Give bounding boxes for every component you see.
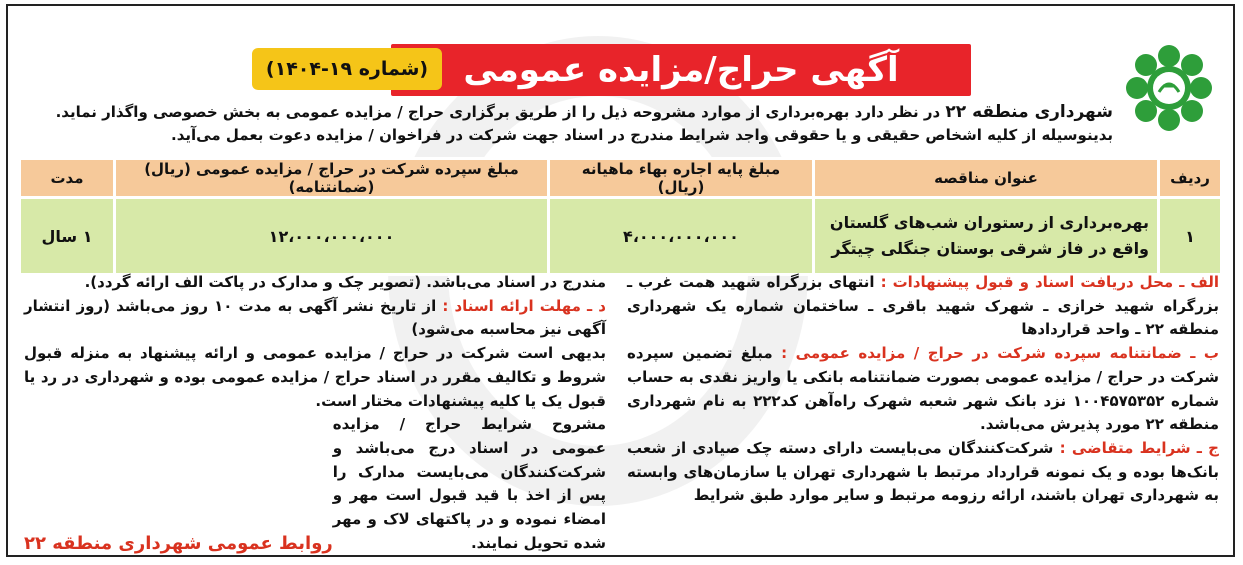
org-name: شهرداری منطقه ۲۲ [945, 102, 1113, 122]
ad-number: (شماره ۱۹-۱۴۰۴) [265, 58, 429, 80]
cell-duration: ۱ سال [20, 198, 115, 275]
col-row: ردیف [1159, 159, 1222, 198]
section-a [627, 271, 1219, 342]
ad-title-banner [391, 44, 971, 96]
section-d-heading: د ـ مهلت ارائه اسناد : [442, 296, 606, 315]
section-c-text: شرکت‌کنندگان می‌بایست دارای دسته چک صیادی از شعب بانک‌ها بوده و یک نمونه قرارداد مرتبط با شهرداری تهران یا سازمان‌های وابسته به شهرداری تهران باشند، ارائه رزومه مرتبط و سایر موارد طبق شرایط [627, 438, 1219, 505]
col-deposit: مبلغ سپرده شرکت در حراج / مزایده عمومی (ریال) (ضمانتنامه) [115, 159, 549, 198]
section-a-heading: الف ـ محل دریافت اسناد و قبول پیشنهادات : [880, 273, 1219, 291]
section-d [24, 295, 606, 342]
cell-row: ۱ [1159, 198, 1222, 275]
col-base-rent: مبلغ پایه اجاره بهاء ماهیانه (ریال) [549, 159, 814, 198]
terms-right-column [627, 271, 1219, 508]
paragraph-2: مشروح شرایط حراج / مزایده عمومی در اسناد درج می‌باشد و شرکت‌کنندگان می‌بایست مدارک را پس از اخذ با قید قبول است مهر و امضاء نموده و در پاکتهای لاک و مهر شده تحویل نمایند. [332, 415, 606, 552]
cell-base-rent: ۴،۰۰۰،۰۰۰،۰۰۰ [549, 198, 814, 275]
table-header-row [20, 159, 1222, 198]
tender-table [18, 157, 1223, 276]
closing-block [24, 413, 606, 555]
section-c [627, 437, 1219, 508]
section-a-text: انتهای بزرگراه شهید همت غرب ـ بزرگراه شهید خرازی ـ شهرک شهید باقری ـ ساختمان شماره یک شهرداری منطقه ۲۲ ـ واحد قراردادها [627, 273, 1219, 339]
section-d-text: از تاریخ نشر آگهی به مدت ۱۰ روز می‌باشد (روز انتشار آگهی نیز محاسبه می‌شود) [24, 296, 606, 339]
advertisement-frame [6, 4, 1235, 557]
col-subject: عنوان مناقصه [814, 159, 1159, 198]
signature: روابط عمومی شهرداری منطقه ۲۲ [24, 532, 333, 554]
intro-line-1: در نظر دارد بهره‌برداری از موارد مشروحه ذیل را از طریق برگزاری حراج / مزایده عمومی به بخش خصوصی واگذار نماید. [55, 103, 941, 121]
subject-line-2: واقع در فاز شرقی بوستان جنگلی چیتگر [831, 239, 1149, 258]
terms-left-column [24, 271, 606, 555]
subject-line-1: بهره‌برداری از رستوران شب‌های گلستان [829, 213, 1149, 232]
cell-deposit: ۱۲،۰۰۰،۰۰۰،۰۰۰ [115, 198, 549, 275]
section-b [627, 342, 1219, 437]
ad-title: آگهی حراج/مزایده عمومی [463, 50, 899, 90]
section-b-heading: ب ـ ضمانتنامه سپرده شرکت در حراج / مزایده عمومی : [781, 344, 1219, 363]
section-c-heading: ج ـ شرایط متقاضی : [1059, 438, 1219, 457]
municipality-logo-icon [1123, 42, 1215, 134]
section-b-text: مبلغ تضمین سپرده شرکت در حراج / مزایده عمومی بصورت ضمانتنامه بانکی یا واریز نقدی به حساب شماره ۱۰۰۴۵۷۵۳۵۲ نزد بانک شهر شعبه شهرک راه‌آهن کد۲۲۲ به نام شهرداری منطقه ۲۲ مورد پذیرش می‌باشد. [627, 344, 1219, 434]
ad-number-badge [252, 48, 442, 90]
section-c-continued: مندرج در اسناد می‌باشد. (تصویر چک و مدارک در پاکت الف ارائه گردد). [84, 273, 606, 291]
table-row [20, 198, 1222, 275]
col-duration: مدت [20, 159, 115, 198]
intro-text [13, 101, 1113, 147]
paragraph-1: بدیهی است شرکت در حراج / مزایده عمومی و ارائه پیشنهاد به منزله قبول شروط و تکالیف مقرر در اسناد حراج / مزایده عمومی بوده و شهرداری در رد یا قبول یک یا کلیه پیشنهادات مختار است. [24, 344, 606, 410]
intro-line-2: بدینوسیله از کلیه اشخاص حقیقی و یا حقوقی واجد شرایط مندرج در اسناد جهت شرکت در فراخوان / مزایده دعوت بعمل می‌آید. [171, 126, 1113, 144]
cell-subject [814, 198, 1159, 275]
